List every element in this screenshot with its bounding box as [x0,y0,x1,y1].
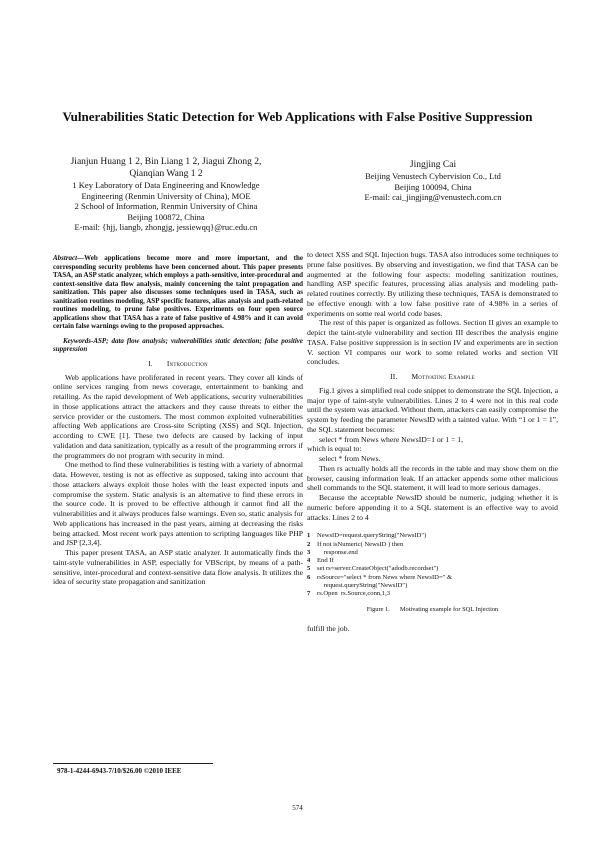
keywords: Keywords-ASP; data flow analysis; vulnerabilities static detection; false positive suppression [53,336,303,354]
paragraph: fulfill the job. [307,624,350,634]
abstract-text: —Web applications become more and more important, and the corresponding security problems have been concerned about. This paper presents TASA, an ASP static analyzer, which employs a path-sensitive, inter-procedural and context-sensitive data flow analysis, mainly concerning the taint propagation and sanitization. This paper also discusses some techniques used in TASA, such as sanitization routines modeling, ASP specific features, alias analysis and path-related routines modeling, to prune false positives. Experiments on four open source applications show that TASA has a rate of false positive of 4.98% and it can avoid certain false warnings owing to the proposed approaches. [53,254,303,331]
code-line-number: 2 [307,540,311,548]
figure-label: Figure 1. [366,605,390,613]
paper-title: Vulnerabilities Static Detection for Web Applications with False Positive Suppression [62,109,533,124]
paragraph: One method to find these vulnerabilities is testing with a variety of abnormal data. However, testing is not as effective as supposed, taking into account that those attackers always exploit those holes with the least expected inputs and compromise the system. Static analysis is an alternative to find these errors in the source code. It is proved to be effective although it cannot find all the vulnerabilities and it always produces false warnings. Even so, static analysis for Web applications has increased in the past years, aiming at decreasing the risks being attacked. Most recent work pays attention to scripting languages like PHP and JSP [2,3,4]. [53,460,303,548]
author-email: E-mail: {hjj, liangb, zhongjg, jessiewqq}@ruc.edu.cn [74,222,258,232]
figure-caption [307,605,558,615]
code-line-text: response.end [317,548,358,556]
author-email: E-mail: cai_jingjing@venustech.com.cn [364,192,502,202]
author-block-left [40,156,292,233]
code-line-text: rs.Open rs.Source,conn,1,3 [317,590,391,598]
code-line [307,590,558,598]
code-line [307,582,558,590]
code-line-number: 3 [307,548,311,556]
code-line [307,574,558,582]
abstract [53,254,303,331]
section-number: II. [390,372,398,381]
paragraph: This paper present TASA, an ASP static analyzer. It automatically finds the taint-style vulnerabilities in ASP, especially for VBScript, by means of a path-sensitive, inter-procedural and context-sensitive data flow analysis. It utilizes the idea of security state propagation and sanitization [53,548,303,587]
footnote-rule [53,763,213,764]
code-line-text: request.queryString("NewsID") [317,582,408,590]
code-line-text: NewsID=request.queryString("NewsID") [317,532,427,540]
code-line-text: If not isNumeric( NewsID ) then [317,540,404,548]
figure-caption-text: Motivating example for SQL Injection [399,605,499,613]
section-title: Introduction [166,358,208,368]
code-line-number: 5 [307,565,311,573]
left-column [53,254,303,587]
affiliation-2: 2 School of Information, Renmin University of China [74,201,258,211]
affiliation-1: 1 Key Laboratory of Data Engineering and Knowledge [72,180,260,190]
code-line [307,532,558,540]
section-title: Motivating Example [411,372,475,381]
paragraph: Fig.1 gives a simplified real code snippet to demonstrate the SQL Injection, a major type of taint-style vulnerabilities. Lines 2 to 4 were not in this real code until the system was attacked. Without them, attackers can easily compromise the system by feeding the parameter NewsID with a tainted value. With “1 or 1 = 1”, the SQL statement becomes: [307,385,558,434]
section-heading-motivating-example [307,372,558,382]
code-line-number: 6 [307,573,311,581]
right-column [307,250,558,634]
page-number: 574 [292,804,303,812]
author-address: Beijing 100094, China [394,181,472,192]
author-names-cont: Qianqian Wang 1 2 [129,169,203,179]
code-line-text: End If [317,557,334,565]
paragraph: Because the acceptable NewsID should be numeric, judging whether it is numeric before appending it to a SQL statement is an effective way to avoid attacks. Lines 2 to 4 [307,493,558,522]
affiliation-2-cont: Beijing 100872, China [127,211,205,222]
section-heading-introduction [53,359,303,369]
section-number: I. [148,358,153,368]
paragraph: The rest of this paper is organized as follows. Section II gives an example to depict the taint-style vulnerability and section III describes the analysis engine TASA. False positive suppression is in section IV and experiments are in section V. section VI compares our work to some related works and section VII concludes. [307,318,558,367]
code-line-number: 1 [307,532,311,540]
paragraph: to detect XSS and SQL Injection bugs. TASA also introduces some techniques to prune false positives. By observing and investigation, we find that TASA can be augmented at the following four aspects: modeling sanitization routines, handling ASP specific features, processing alias analysis and modeling path-related routines correctly. By utilizing these techniques, TASA is demonstrated to be effective enough with a low false positive rate of 4.98% in a series of experiments on some real world code bases. [307,250,558,318]
paragraph: Then rs actually holds all the records in the table and may show them on the browser, causing information leak. If an attacker appends some other malicious shell commands to the SQL statement, it will lead to more serious damages. [307,463,558,493]
code-line [307,541,558,549]
author-name: Jingjing Cai [409,160,457,170]
author-organization: Beijing Venustech Cybervision Co., Ltd [365,171,501,181]
code-line [307,549,558,557]
code-line-number: 7 [307,590,311,598]
code-line [307,557,558,565]
author-names: Jianjun Huang 1 2, Bin Liang 1 2, Jiagui Zhong 2, [70,157,262,167]
abstract-label: Abstract [53,254,78,262]
code-line-text: set rs=server.CreateObject("adodb.recordset") [317,565,439,573]
author-block-right [308,159,558,203]
code-line [307,565,558,573]
code-line-text: rsSource="select * from News where NewsID=" & [317,573,453,581]
code-listing [307,532,558,598]
code-line-number: 4 [307,557,311,565]
copyright-notice: 978-1-4244-6943-7/10/$26.00 ©2010 IEEE [57,767,182,775]
sql-statement: select * from News where NewsID=1 or 1 = 1, [319,434,464,444]
code-line-number [307,582,317,590]
sql-statement: select * from News. [319,454,381,463]
affiliation-1-cont: Engineering (Renmin University of China), MOE [81,190,251,201]
paragraph: Web applications have proliferated in recent years. They cover all kinds of online services ranging from news coverage, entertainment to banking and retailing. As the rapid development of Web applications, security vulnerabilities in those applications attract the attackers and they cause threats to either the service provider or the customers. The most common exploited vulnerabilities affecting Web applications are Cross-site Scripting (XSS) and SQL Injection, according to CWE [1]. These two defects are caused by lacking of input validation and data sanitization, typically as a result of the programming errors if the programmers do not program with security in mind. [53,372,303,460]
text-line: which is equal to: [307,444,362,454]
